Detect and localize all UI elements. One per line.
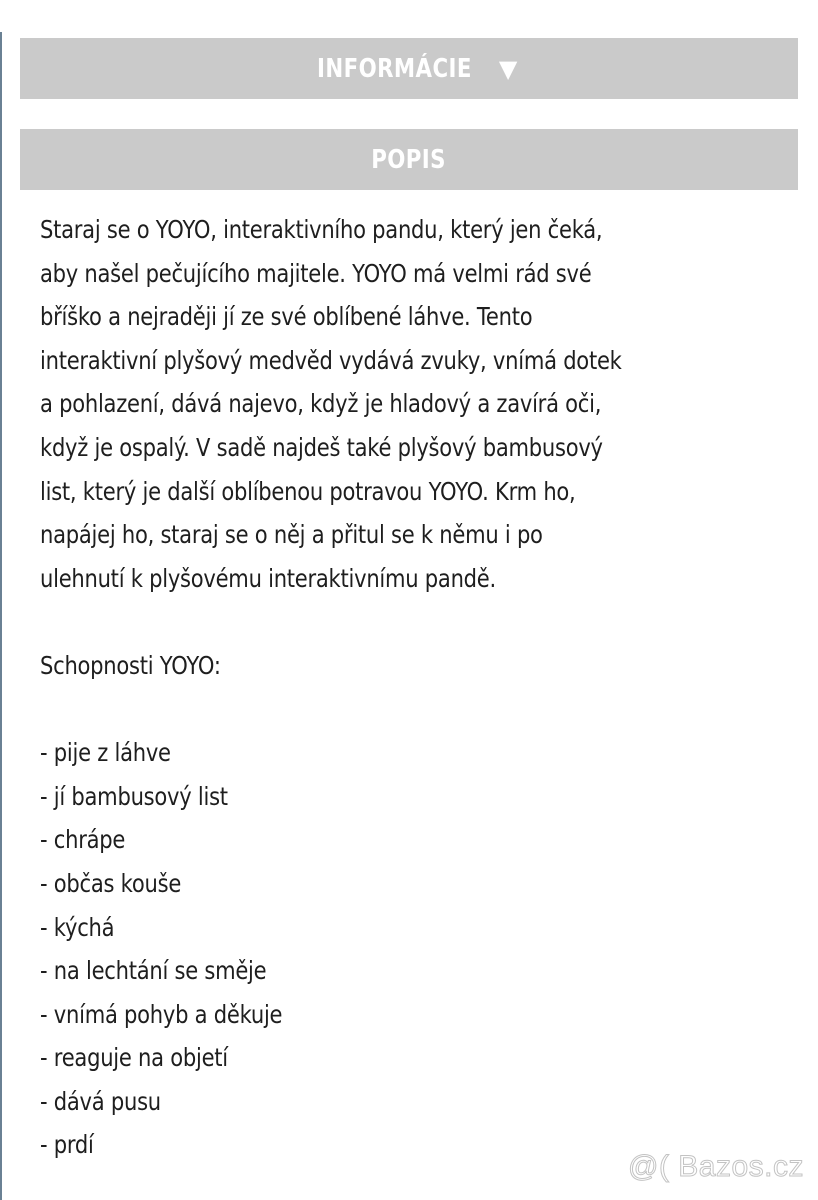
bazos-watermark: @( Bazos.cz xyxy=(628,1150,804,1183)
paragraph-line: ulehnutí k plyšovému interaktivnímu pandě. xyxy=(40,563,496,593)
section-header-label: INFORMÁCIE xyxy=(317,53,472,84)
list-item: - na lechtání se směje xyxy=(40,956,267,986)
list-item: - kýchá xyxy=(40,912,115,942)
spacer xyxy=(40,688,745,732)
section-header-informacie[interactable] xyxy=(20,38,798,99)
section-header-popis[interactable] xyxy=(20,129,798,190)
abilities-list xyxy=(40,731,745,1167)
paragraph-line: aby našel pečujícího majitele. YOYO má velmi rád své xyxy=(40,258,592,288)
description-body xyxy=(40,208,740,1167)
list-item: - chrápe xyxy=(40,825,126,855)
list-item: - občas kouše xyxy=(40,868,182,898)
caret-down-icon: ▼ xyxy=(498,54,518,83)
paragraph-line: napájej ho, staraj se o něj a přitul se k němu i po xyxy=(40,520,543,550)
section-header-label: POPIS xyxy=(371,144,447,175)
abilities-heading: Schopnosti YOYO: xyxy=(40,650,221,680)
list-item: - pije z láhve xyxy=(40,738,171,768)
paragraph-line: když je ospalý. V sadě najdeš také plyšový bambusový xyxy=(40,432,603,462)
list-item: - jí bambusový list xyxy=(40,781,228,811)
paragraph-line: list, který je další oblíbenou potravou YOYO. Krm ho, xyxy=(40,476,576,506)
list-item: - reaguje na objetí xyxy=(40,1043,228,1073)
list-item: - dává pusu xyxy=(40,1086,161,1116)
description-paragraph xyxy=(40,208,745,1167)
paragraph-line: a pohlazení, dává najevo, když je hladový a zavírá oči, xyxy=(40,389,602,419)
paragraph-line: Staraj se o YOYO, interaktivního pandu, který jen čeká, xyxy=(40,215,603,244)
list-item: - vnímá pohyb a děkuje xyxy=(40,999,283,1029)
spacer xyxy=(40,600,745,644)
left-border-rule xyxy=(0,32,2,1200)
paragraph-line: bříško a nejraději jí ze své oblíbené láhve. Tento xyxy=(40,302,533,332)
paragraph-line: interaktivní plyšový medvěd vydává zvuky, vnímá dotek xyxy=(40,345,622,375)
list-item: - prdí xyxy=(40,1130,94,1160)
